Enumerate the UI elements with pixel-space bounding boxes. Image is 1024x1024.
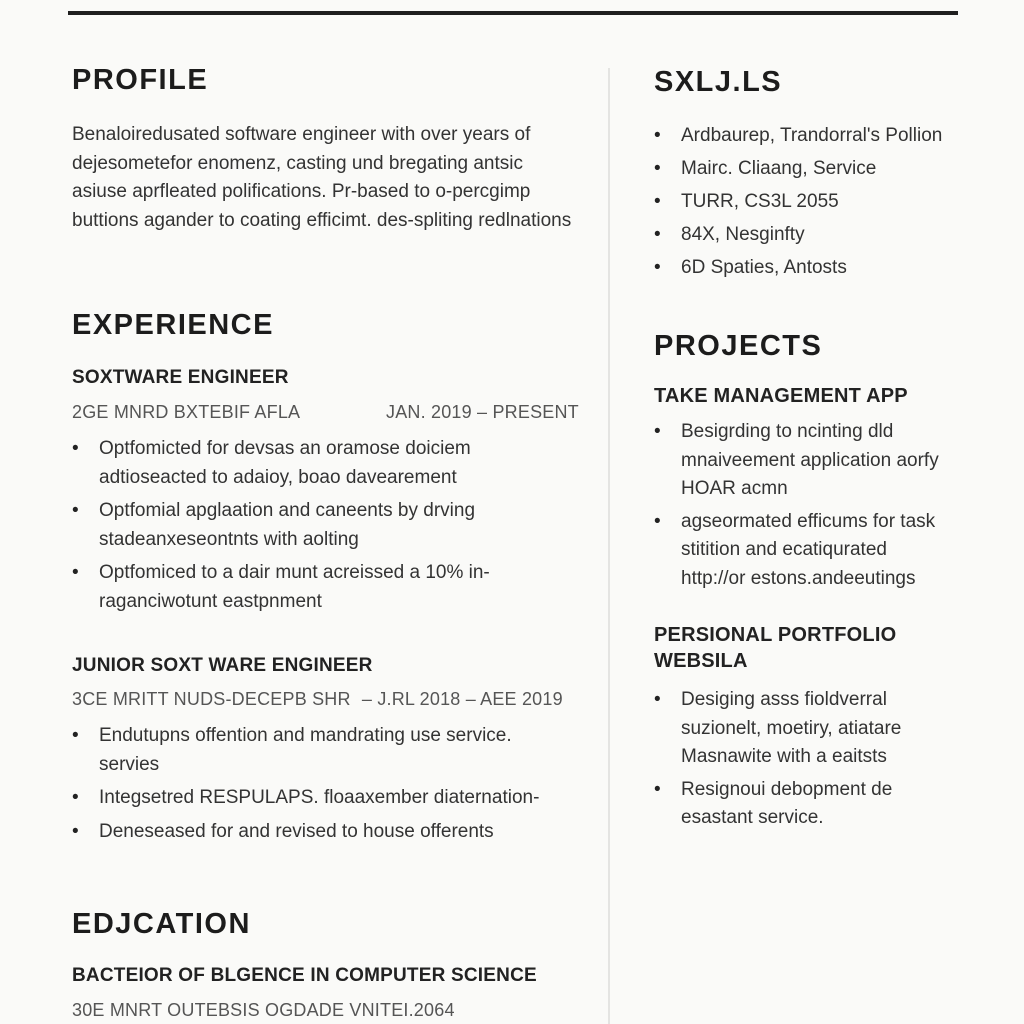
job-title: SOXTWARE ENGINEER (72, 367, 289, 388)
job-meta (72, 689, 582, 710)
job-bullets (72, 722, 582, 851)
job-bullet: • Optfomiced to a dair munt acreissed a 10% in-raganciwotunt eastpnment (72, 559, 552, 616)
job-title: JUNIOR SOXT WARE ENGINEER (72, 655, 373, 676)
skill-item: • 6D Spaties, Antosts (654, 254, 994, 282)
top-rule (68, 11, 958, 15)
skill-item: • Ardbaurep, Trandorral's Pollion (654, 122, 994, 150)
skills-heading: SXLJ.LS (654, 66, 783, 98)
profile-summary: Benaloiredusated software engineer with over years of dejesometefor enomenz, casting und bregating antsic asiuse aprfleated polifications. Pr-based to o-percgimp buttions agander to coating efficimt. des-spliting redlnations (72, 124, 572, 231)
project-bullets (654, 418, 954, 593)
job-bullet: • Optfomial apglaation and caneents by drving stadeanxeseontnts with aolting (72, 497, 552, 554)
column-divider (608, 68, 610, 1024)
project-title: PERSIONAL PORTFOLIO WEBSILA (654, 624, 897, 672)
job-bullet: • Deneseased for and revised to house offerents (72, 818, 582, 847)
project-bullets (654, 686, 954, 833)
job-bullet: • Optfomicted for devsas an oramose doiciem adtioseacted to adaioy, boao davearement (72, 435, 552, 492)
skill-item: • 84X, Nesginfty (654, 221, 994, 249)
job-company: 3CE MRITT NUDS-DECEPB SHR (72, 689, 351, 709)
job-dates: – J.RL 2018 – AEE 2019 (361, 689, 563, 709)
project-bullet: • Desiging asss fioldverral suzionelt, moetiry, atiatare Masnawite with a eaitsts (654, 686, 954, 772)
project-bullet: • Resignoui debopment de esastant service. (654, 776, 954, 833)
job-meta (72, 402, 582, 423)
job-company: 2GE MNRD BXTEBIF AFLA (72, 402, 301, 422)
job-dates: JAN. 2019 – PRESENT (386, 402, 579, 422)
project-title: TAKE MANAGEMENT APP (654, 385, 908, 407)
job-bullets (72, 435, 552, 621)
job-bullet: • Integsetred RESPULAPS. floaaxember diaternation- (72, 784, 582, 813)
degree-title: BACTEIOR OF BLGENCE IN COMPUTER SCIENCE (72, 965, 537, 986)
skills-list (654, 122, 994, 287)
skill-item: • Mairc. Cliaang, Service (654, 155, 994, 183)
job-bullet: • Endutupns offention and mandrating use service. servies (72, 722, 569, 779)
skill-item: • TURR, CS3L 2055 (654, 188, 994, 216)
profile-heading: PROFILE (72, 64, 209, 96)
school-meta: 30E MNRT OUTEBSIS OGDADE VNITEI.2064 (72, 1000, 455, 1020)
project-bullet: • Besigrding to ncinting dld mnaiveement application aorfy HOAR acmn (654, 418, 954, 504)
project-bullet: • agseormated efficums for task stitition and ecatiqurated http://or estons.andeeutings (654, 508, 954, 594)
experience-heading: EXPERIENCE (72, 309, 274, 341)
projects-heading: PROJECTS (654, 330, 823, 362)
education-heading: EDJCATION (72, 908, 251, 940)
